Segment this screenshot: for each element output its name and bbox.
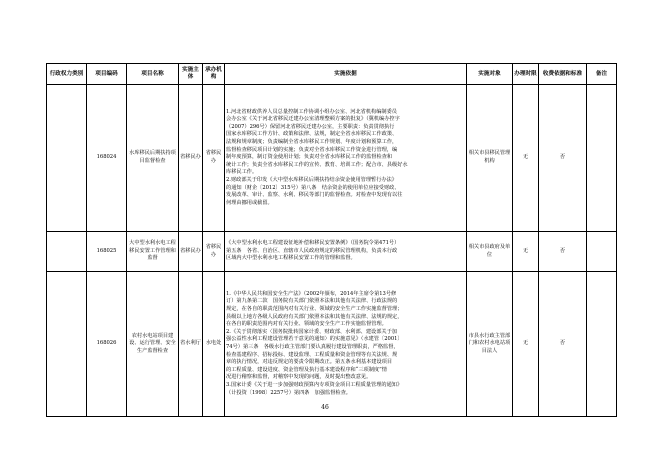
basis-line: 《大中型水利水电工程建设征地补偿和移民安置条例》（国务院令第471号）	[226, 240, 400, 247]
header-agency: 承办机构	[203, 64, 225, 85]
cell-subject: 省移民办	[179, 85, 203, 232]
basis-line: 章的执行情况，对违反规定的要责令限期改正。第五条水利基本建设项目	[226, 359, 393, 366]
cell-agency: 省移民办	[203, 232, 225, 272]
header-fee: 收费依据和标准	[539, 64, 587, 85]
basis-line: （2007）296号）保留河北省移民迁建办公室，主要职责：负责贯彻执行	[226, 123, 395, 130]
basis-line: 强公益性水利工程建设管理若干意见的通知〉的实施意见》（水建管〔2001〕	[226, 336, 403, 343]
basis-line: 1.河北省财政供养人员总量控制工作协调小组办公室、河北省机构编制委员	[226, 108, 397, 115]
basis-line: 发展改革、审计、监察、水利、移民等部门的监督检查。对检查中发现有以往	[226, 192, 403, 199]
basis-line: 何理由挪用或截留。	[226, 199, 273, 206]
basis-line: 规定，在各自的职责范围内对有关行业、领域的安全生产工作实施监督管理；	[226, 306, 403, 313]
basis-line: 3.国家计委《关于进一步加强财政预算内专项资金项目工程质量管理的通知》	[226, 381, 403, 388]
basis-line: 况进行稽察和监督，对稽察中发现的问题，及时提出整改意见。	[226, 374, 372, 381]
cell-remark	[587, 232, 617, 272]
cell-subject: 省水利厅	[179, 272, 203, 417]
page-number: 46	[321, 404, 329, 411]
cell-subject: 省移民办	[179, 232, 203, 272]
basis-line: 会办公室《关于河北省移民迁建办公室清理整顿方案的批复》（冀机编办控字	[226, 116, 400, 123]
table-header-row	[47, 64, 617, 85]
header-time-limit: 办理时限	[513, 64, 539, 85]
header-basis: 实施依据	[225, 64, 467, 85]
basis-line: （计投资〔1998〕2257号）第四条 加强监督检查。	[226, 389, 351, 396]
basis-line: 统计工作；负责全省水库移民工作的宣传、教育、培训工作；配合市、县级好水	[226, 161, 408, 168]
power-list-table	[46, 63, 617, 417]
basis-line: 的通知（财企〔2012〕315号）第八条 结余资金的使用单位应接受财政、	[226, 184, 400, 191]
basis-line: 库移民工作。	[226, 169, 258, 176]
basis-line: 的工程质量、建设进度、资金管理及执行基本建设程序和“三项制度”情	[226, 366, 387, 373]
cell-name: 水库移民后期扶持项目监督检查	[127, 85, 179, 232]
header-remark: 备注	[587, 64, 617, 85]
cell-remark	[587, 85, 617, 232]
cell-agency: 水电处	[203, 272, 225, 417]
header-name: 项目名称	[127, 64, 179, 85]
cell-basis	[225, 272, 467, 417]
cell-name: 大中型水利水电工程移民安置工作管理和监督	[127, 232, 179, 272]
basis-line: 在各自的职责范围内对有关行业、领域的安全生产工作实施监督管理。	[226, 321, 387, 328]
cell-code: 168025	[87, 232, 127, 272]
cell-remark	[587, 272, 617, 417]
cell-time-limit: 无	[513, 272, 539, 417]
basis-line: 2.《关于贯彻落实〈国务院批转国家计委、财政部、水利部、建设部关于加	[226, 328, 397, 335]
header-code: 项目编码	[87, 64, 127, 85]
cell-basis	[225, 85, 467, 232]
cell-code: 168024	[87, 85, 127, 232]
cell-agency: 省移民办	[203, 85, 225, 232]
header-target: 实施对象	[467, 64, 513, 85]
basis-line: 区域内大中型水利水电工程移民安置工作的管理和监督。	[226, 255, 356, 262]
cell-target: 市县水行政主管部门和农村水电站项目法人	[467, 272, 513, 417]
basis-line: 法规和规章制度；负责编制全省水库移民工作规划、年度计划和预算工作，	[226, 139, 398, 146]
cell-time-limit: 无	[513, 232, 539, 272]
basis-line: 制年度预算，制订资金使用计划；负责对全省水库移民工作的监督检查和	[226, 154, 393, 161]
cell-fee: 否	[539, 85, 587, 232]
cell-code: 168026	[87, 272, 127, 417]
cell-fee: 否	[539, 272, 587, 417]
header-category: 行政权力类别	[47, 64, 87, 85]
table-row	[47, 272, 617, 417]
basis-line: 74号）第三条 各级水行政主管部门要认真履行建设管理职责，严格监督，	[226, 344, 399, 350]
cell-target: 相关市县移民管理机构	[467, 85, 513, 232]
table-row	[47, 85, 617, 232]
cell-category	[47, 232, 87, 272]
header-subject: 实施主体	[179, 64, 203, 85]
basis-line: 监督检查移民项目计划的实施；负责对全省水库移民工作资金进行管理，编	[226, 146, 398, 153]
cell-category	[47, 272, 87, 417]
basis-line: 2.财政部关于印发《大中型水库移民后期扶持结余资金使用管理暂行办法》	[226, 176, 397, 183]
cell-target: 相关市县政府及单位	[467, 232, 513, 272]
basis-line: 1.《中华人民共和国安全生产法》（2002年颁布，2014年主席令第13号修	[226, 290, 397, 297]
cell-fee: 否	[539, 232, 587, 272]
basis-line: 第五条 各省、自治区、直辖市人民政府规定的移民管理机构，负责本行政	[226, 247, 398, 254]
cell-time-limit: 无	[513, 85, 539, 232]
basis-line: 订）第九条第二款 国务院有关部门依照本法和其他有关法律、行政法规的	[226, 298, 398, 305]
basis-line: 检查基建程序、招标投标、建设监理、工程质量和资金管理等有关法规、规	[226, 351, 398, 358]
basis-line: 国家水库移民工作方针、政策和法律、法规，制定全省水库移民工作政策、	[226, 131, 398, 138]
cell-name: 农村水电站项目建设、运行管理、安全生产监督检查	[127, 272, 179, 417]
cell-basis	[225, 232, 467, 272]
cell-category	[47, 85, 87, 232]
table-row	[47, 232, 617, 272]
basis-line: 县级以上地方各级人民政府有关部门依照本法和其他有关法律、法规的规定，	[226, 313, 403, 320]
